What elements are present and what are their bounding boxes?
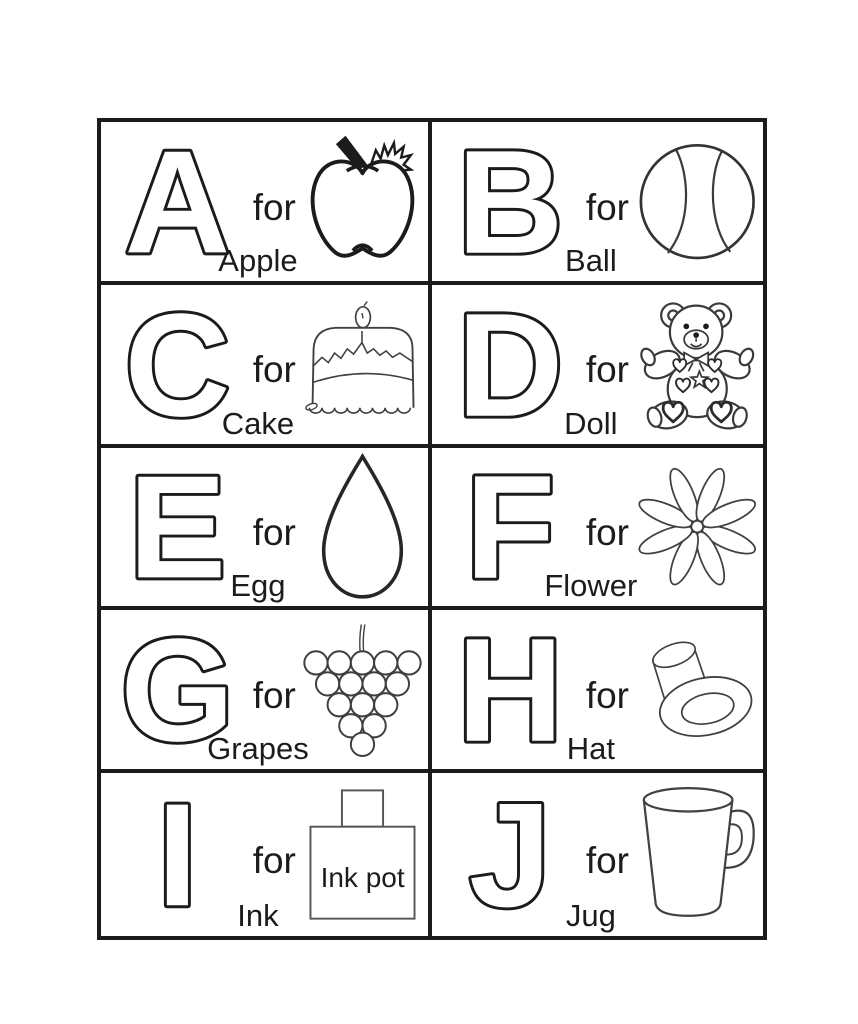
letter-cell: [101, 285, 432, 448]
connector-label: for: [252, 349, 296, 391]
letter-cell: [101, 610, 432, 773]
apple-icon: [302, 127, 423, 276]
letter-cell: [101, 773, 432, 936]
outline-letter-glyph: F: [464, 452, 555, 602]
connector-label: for: [585, 839, 629, 881]
ball-icon: [636, 127, 758, 276]
doll-icon: [636, 290, 758, 439]
letter-cell: [101, 448, 432, 611]
word-label: Ink: [237, 898, 279, 933]
connector-label: for: [585, 349, 629, 391]
letter-cell: [432, 773, 763, 936]
word-label: Hat: [566, 731, 615, 767]
word-label: Doll: [564, 405, 618, 441]
connector-label: for: [252, 839, 296, 881]
connector-label: for: [585, 186, 629, 228]
letter-cell: [432, 122, 763, 285]
jug-icon: [636, 778, 758, 931]
worksheet-grid: [97, 118, 767, 940]
connector-label: for: [585, 512, 629, 554]
flower-icon: [636, 452, 758, 601]
hat-icon: [636, 615, 758, 764]
egg-icon: [302, 452, 423, 601]
outline-letter-glyph: C: [124, 289, 231, 439]
word-label: Grapes: [207, 731, 309, 767]
outline-letter-glyph: J: [468, 778, 551, 932]
cake-icon: [302, 290, 423, 439]
connector-label: for: [252, 675, 296, 717]
inkpot-icon: [302, 778, 423, 931]
word-label: Flower: [544, 568, 638, 604]
word-label: Egg: [230, 568, 286, 604]
letter-cell: [432, 285, 763, 448]
grapes-icon: [302, 615, 423, 764]
outline-letter-glyph: I: [157, 778, 199, 932]
letter-cell: [101, 122, 432, 285]
outline-letter-glyph: H: [456, 615, 563, 765]
word-label: Cake: [221, 405, 295, 441]
connector-label: for: [585, 675, 629, 717]
letter-cell: [432, 610, 763, 773]
outline-letter-glyph: A: [124, 126, 231, 277]
outline-letter-glyph: G: [120, 615, 235, 765]
word-label: Jug: [565, 898, 616, 933]
letter-cell: [432, 448, 763, 611]
word-label: Apple: [218, 242, 298, 278]
connector-label: for: [252, 512, 296, 554]
connector-label: for: [252, 186, 296, 228]
outline-letter-glyph: D: [456, 289, 563, 439]
outline-letter-glyph: E: [129, 452, 227, 602]
icon-inline-label: Ink pot: [320, 861, 405, 893]
outline-letter-glyph: B: [456, 126, 563, 277]
word-label: Ball: [565, 242, 617, 278]
